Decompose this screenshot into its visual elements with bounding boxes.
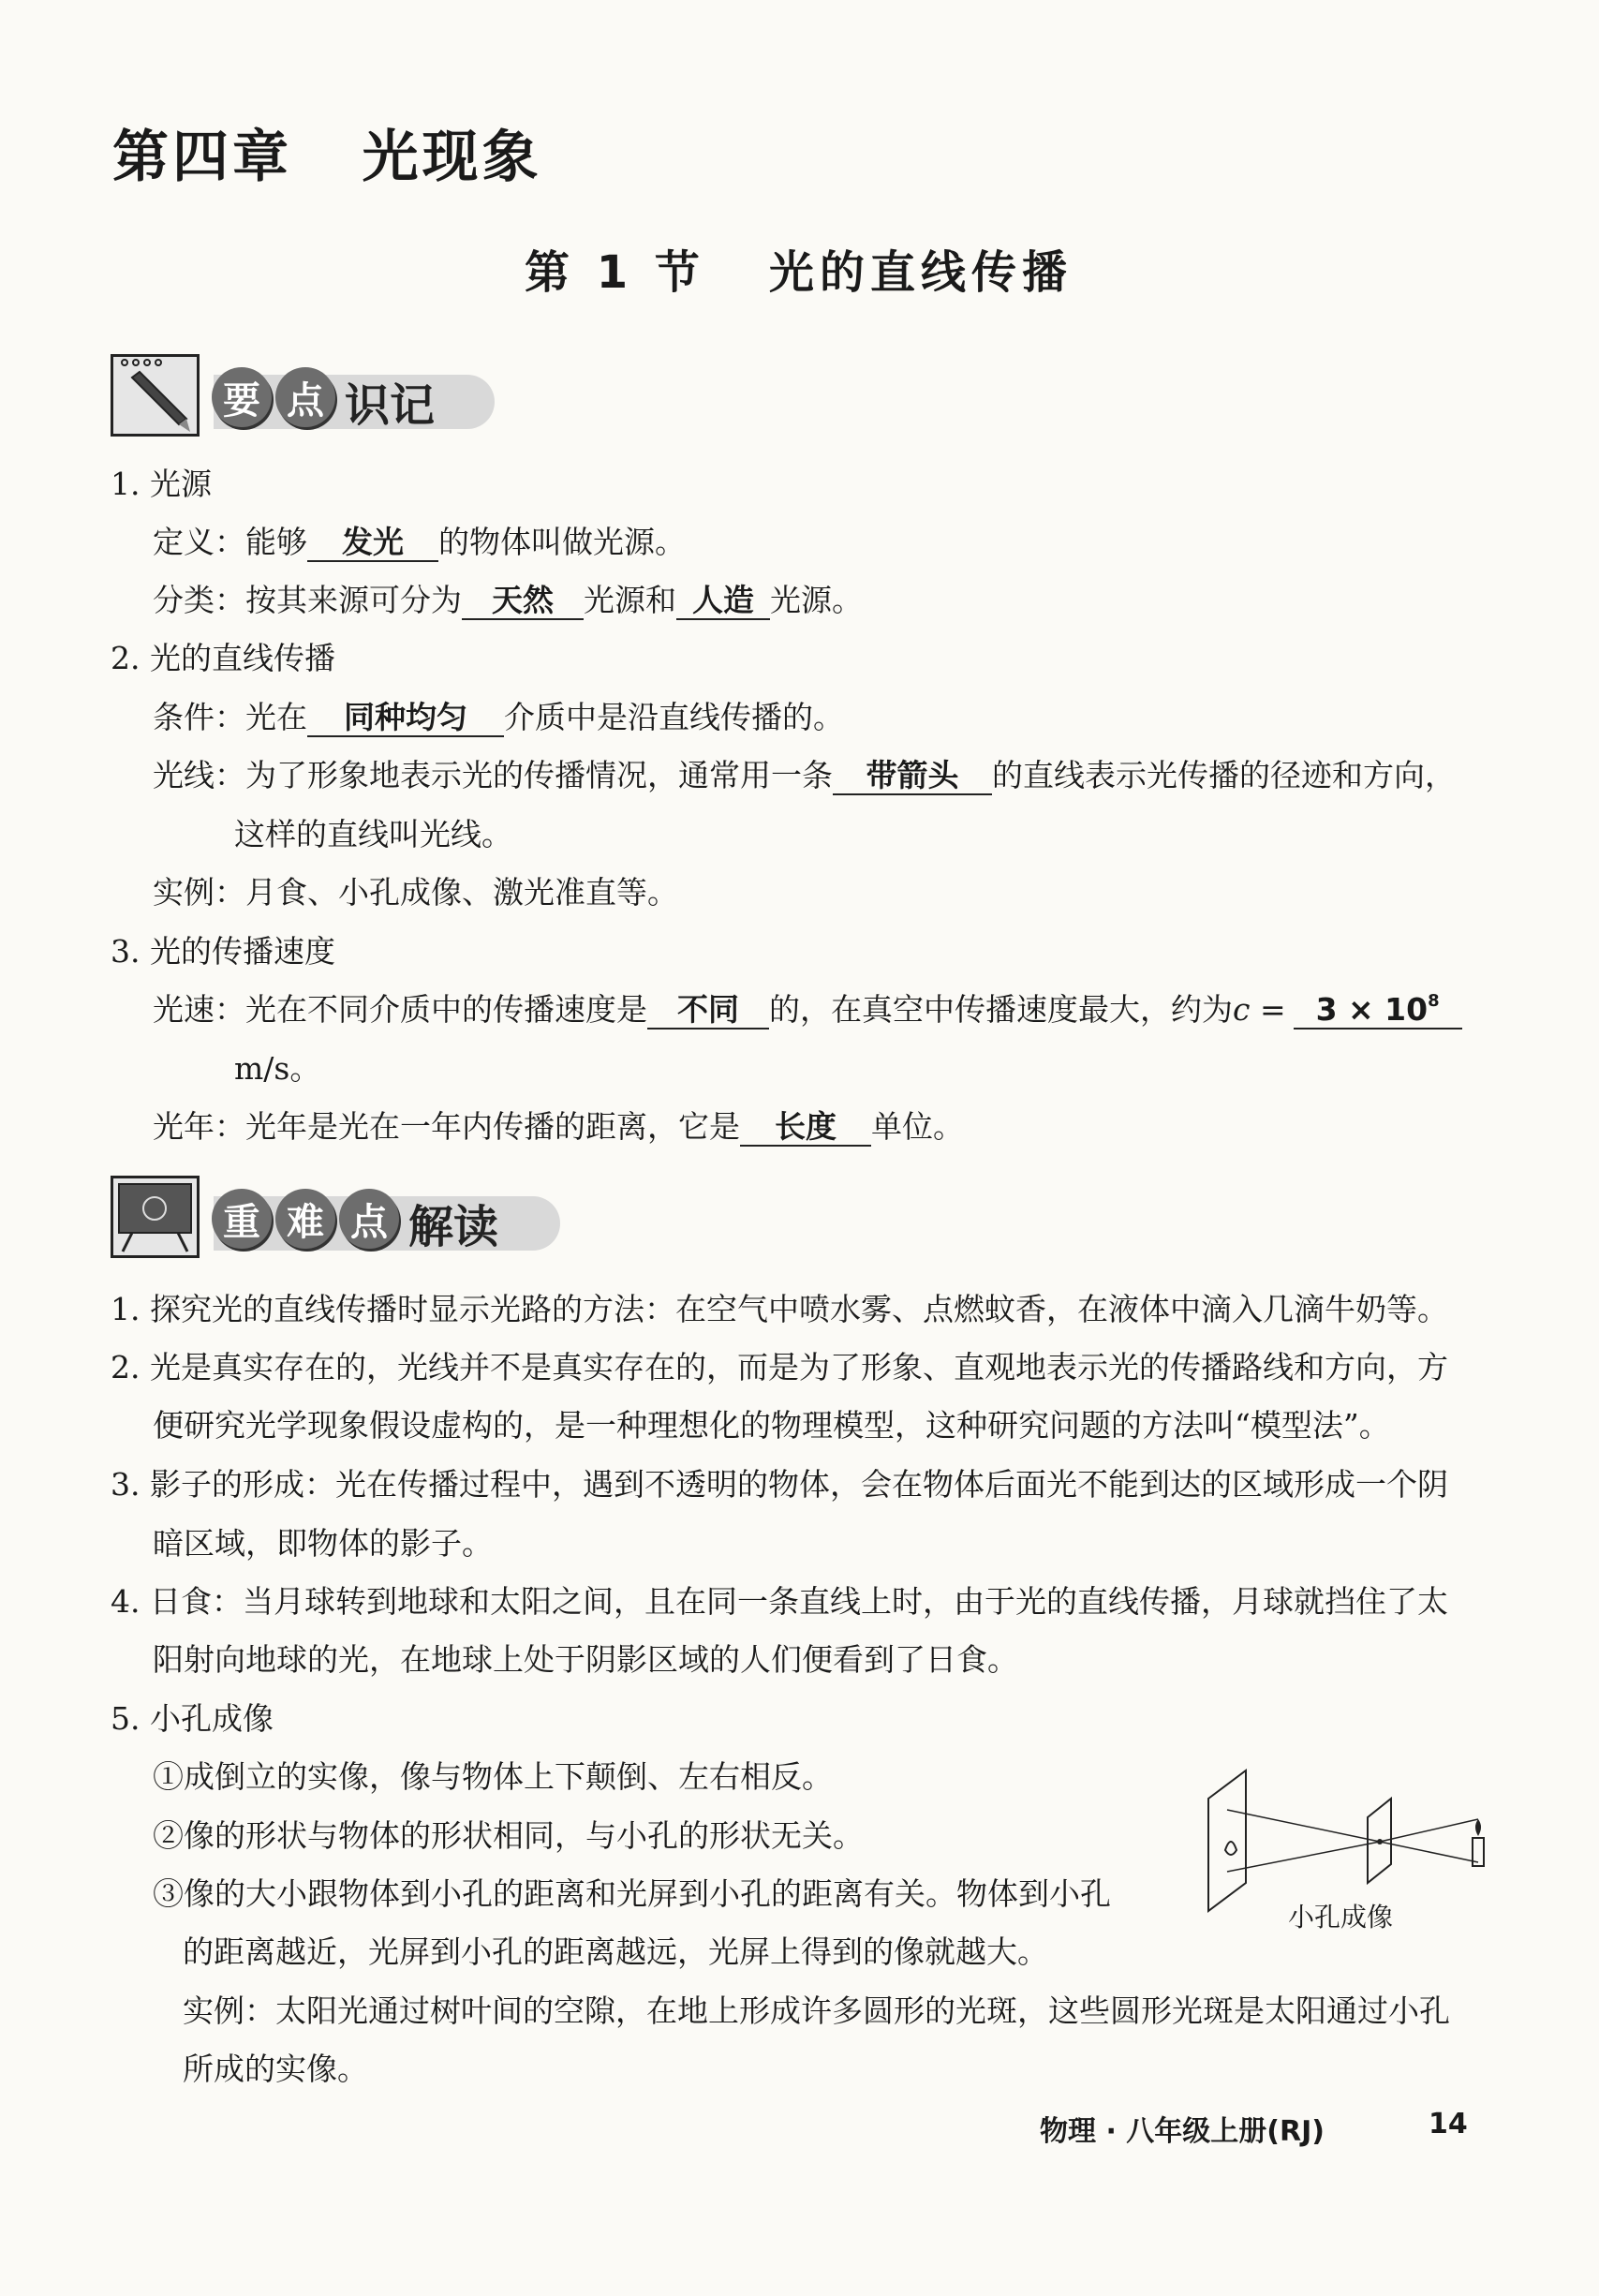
banner-char: 重	[212, 1189, 272, 1249]
answer-blank: 不同	[647, 992, 769, 1029]
point-line: 分类：按其来源可分为 天然 光源和 人造 光源。	[153, 582, 863, 618]
note-line: 阳射向地球的光，在地球上处于阴影区域的人们便看到了日食。	[153, 1641, 1018, 1678]
point-heading: 1. 光源	[111, 466, 212, 502]
note-line: 4. 日食：当月球转到地球和太阳之间，且在同一条直线上时，由于光的直线传播，月球就挡住了太	[111, 1583, 1448, 1620]
note-line: 5. 小孔成像	[111, 1700, 274, 1737]
note-line: 的距离越近，光屏到小孔的距离越远，光屏上得到的像就越大。	[183, 1933, 1048, 1970]
point-line: 定义：能够 发光 的物体叫做光源。	[153, 524, 686, 560]
section-title: 第 1 节 光的直线传播	[525, 246, 1073, 299]
banner-char: 难	[275, 1189, 335, 1249]
page-number: 14	[1429, 2108, 1468, 2140]
note-line: ①成倒立的实像，像与物体上下颠倒、左右相反。	[153, 1758, 833, 1795]
note-line: 所成的实像。	[183, 2051, 368, 2087]
banner-char: 要	[212, 367, 272, 427]
point-line: 光年：光年是光在一年内传播的距离，它是 长度 单位。	[153, 1108, 964, 1145]
note-line: 暗区域，即物体的影子。	[153, 1525, 493, 1562]
banner-title: 识记	[345, 379, 436, 432]
point-heading: 3. 光的传播速度	[111, 933, 335, 970]
point-line: 实例：月食、小孔成像、激光准直等。	[153, 874, 678, 911]
banner-key-points	[111, 354, 504, 448]
note-line: 3. 影子的形成：光在传播过程中，遇到不透明的物体，会在物体后面光不能到达的区域形成一个阴	[111, 1466, 1448, 1503]
note-line: ②像的形状与物体的形状相同，与小孔的形状无关。	[153, 1817, 864, 1854]
answer-blank: 人造	[676, 583, 770, 620]
answer-blank: 同种均匀	[307, 700, 504, 737]
note-line: 便研究光学现象假设虚构的，是一种理想化的物理模型，这种研究问题的方法叫“模型法”。	[153, 1407, 1390, 1444]
point-heading: 2. 光的直线传播	[111, 640, 335, 676]
point-line: m/s。	[234, 1050, 321, 1087]
footer-book-title: 物理 · 八年级上册(RJ)	[1040, 2115, 1325, 2148]
diagram-caption: 小孔成像	[1288, 1902, 1394, 1933]
banner-char: 点	[339, 1189, 399, 1249]
answer-blank: 发光	[307, 525, 438, 562]
point-line: 条件：光在 同种均匀 介质中是沿直线传播的。	[153, 699, 844, 735]
answer-blank: 长度	[740, 1109, 871, 1147]
chapter-title: 第四章 光现象	[112, 125, 542, 190]
banner-title: 解读	[408, 1201, 499, 1253]
note-line: 1. 探究光的直线传播时显示光路的方法：在空气中喷水雾、点燃蚊香，在液体中滴入几滴牛奶等。	[111, 1291, 1448, 1327]
point-line: 光速：光在不同介质中的传播速度是 不同 的，在真空中传播速度最大，约为$c = 3 \times 10^8$	[153, 991, 1462, 1029]
point-line: 这样的直线叫光线。	[234, 816, 512, 852]
banner-char: 点	[275, 367, 335, 427]
note-line: 2. 光是真实存在的，光线并不是真实存在的，而是为了形象、直观地表示光的传播路线和方向，方	[111, 1349, 1448, 1385]
answer-blank: 带箭头	[833, 758, 992, 795]
note-line: 实例：太阳光通过树叶间的空隙，在地上形成许多圆形的光斑，这些圆形光斑是太阳通过小孔	[183, 1992, 1450, 2029]
answer-blank: $3 \times 10^8$	[1294, 992, 1462, 1029]
answer-blank: 天然	[462, 583, 584, 620]
note-line: ③像的大小跟物体到小孔的距离和光屏到小孔的距离有关。物体到小孔	[153, 1875, 1111, 1912]
notepad-pencil-icon	[111, 354, 200, 437]
chalkboard-icon	[111, 1176, 200, 1258]
point-line: 光线：为了形象地表示光的传播情况，通常用一条 带箭头 的直线表示光传播的径迹和方向，	[153, 757, 1456, 793]
banner-difficult-points	[111, 1176, 570, 1269]
